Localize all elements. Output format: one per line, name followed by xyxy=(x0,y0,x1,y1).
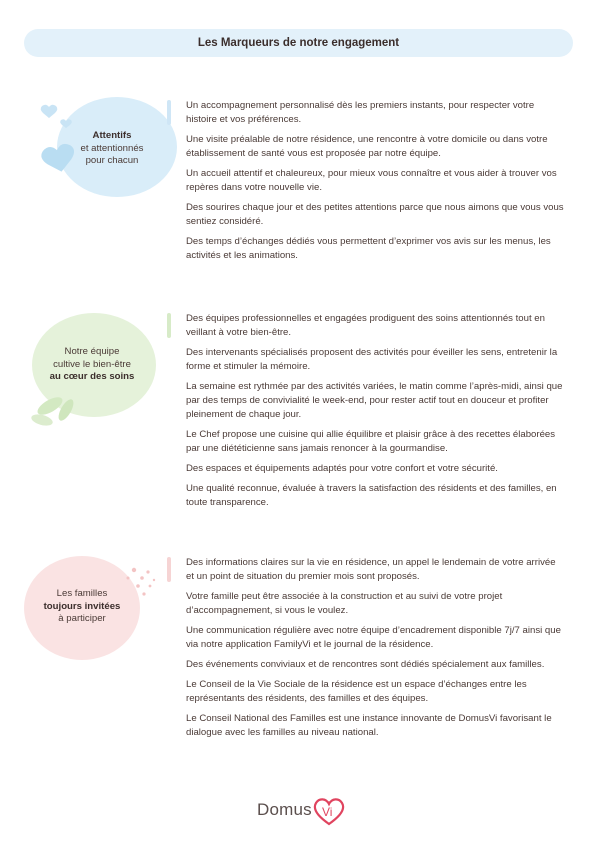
list-item: Une communication régulière avec notre équipe d’encadrement disponible 7j/7 ainsi que via notre application FamilyVi et le journal de la résidence. xyxy=(186,625,561,650)
list-item: Le Conseil National des Familles est une instance innovante de DomusVi favorisant le dialogue avec les familles au niveau national. xyxy=(186,713,552,738)
accent-bar xyxy=(167,100,171,125)
list-item: Des temps d’échanges dédiés vous permettent d’exprimer vos avis sur les menus, les activités et les animations. xyxy=(186,236,551,261)
svg-text:Vi: Vi xyxy=(322,805,333,819)
badge-familles xyxy=(22,552,177,677)
list-item: Des espaces et équipements adaptés pour votre confort et votre sécurité. xyxy=(186,463,498,474)
list-familles xyxy=(186,556,566,746)
list-item: Des événements conviviaux et de rencontres sont dédiés spécialement aux familles. xyxy=(186,659,545,670)
badge-line3: à participer xyxy=(58,613,106,624)
list-item: Une visite préalable de notre résidence, une rencontre à votre domicile ou dans votre établissement de santé vous est proposée par notre équipe. xyxy=(186,134,548,159)
logo-text: Domus xyxy=(257,800,312,819)
badge-line3: au cœur des soins xyxy=(49,371,135,382)
badge-line1: Notre équipe xyxy=(64,346,120,357)
dot-icon xyxy=(132,568,136,572)
badge-text-equipe xyxy=(32,346,152,384)
list-item: Des informations claires sur la vie en résidence, un appel le lendemain de votre arrivée et un point de situation du premier mois sont proposés. xyxy=(186,557,556,582)
list-attentifs xyxy=(186,99,566,269)
badge-line3: pour chacun xyxy=(85,155,139,166)
heart-icon-small xyxy=(41,105,58,118)
vi-heart-icon xyxy=(312,795,346,827)
domusvi-logo xyxy=(250,795,350,827)
list-item: Un accueil attentif et chaleureux, pour mieux vous connaître et vous aider à trouver vos repères dans votre nouvelle vie. xyxy=(186,168,557,193)
accent-bar xyxy=(167,557,171,582)
badge-text-familles xyxy=(22,588,142,626)
badge-line1: Attentifs xyxy=(92,130,132,141)
page-title-bar xyxy=(24,29,573,57)
badge-equipe xyxy=(22,310,177,435)
list-item: Le Chef propose une cuisine qui allie équilibre et plaisir grâce à des recettes élaborées par une diététicienne sans jamais renoncer à la gourmandise. xyxy=(186,429,556,454)
list-item: Des intervenants spécialisés proposent des activités pour éveiller les sens, entretenir la forme et stimuler la mémoire. xyxy=(186,347,558,372)
page-title: Les Marqueurs de notre engagement xyxy=(197,37,400,49)
accent-bar xyxy=(167,313,171,338)
badge-attentifs xyxy=(22,95,177,220)
badge-line2: toujours invitées xyxy=(43,600,121,612)
list-item: Un accompagnement personnalisé dès les premiers instants, pour respecter votre histoire et vos préférences. xyxy=(186,100,535,125)
list-equipe xyxy=(186,312,566,516)
list-item: Votre famille peut être associée à la construction et au suivi de votre projet d’accompagnement, si vous le voulez. xyxy=(186,591,503,616)
badge-text-attentifs xyxy=(52,130,172,168)
list-item: Des équipes professionnelles et engagées prodiguent des soins attentionnés tout en veillant à votre bien-être. xyxy=(186,313,545,338)
list-item: La semaine est rythmée par des activités variées, le matin comme l’après-midi, ainsi que par des temps de convivialité le week-end, pour rester actif tout en douceur et profiter pleinement de chaque jour. xyxy=(186,381,563,420)
list-item: Le Conseil de la Vie Sociale de la résidence est un espace d’échanges entre les représentants des résidents, des familles et des équipes. xyxy=(186,679,527,704)
badge-line2: et attentionnés xyxy=(80,142,144,154)
list-item: Une qualité reconnue, évaluée à travers la satisfaction des résidents et des familles, en toute transparence. xyxy=(186,483,557,508)
badge-line2: cultive le bien-être xyxy=(53,358,131,370)
list-item: Des sourires chaque jour et des petites attentions parce que nous aimons que vous vous sentiez considéré. xyxy=(186,202,564,227)
badge-line1: Les familles xyxy=(56,588,108,599)
